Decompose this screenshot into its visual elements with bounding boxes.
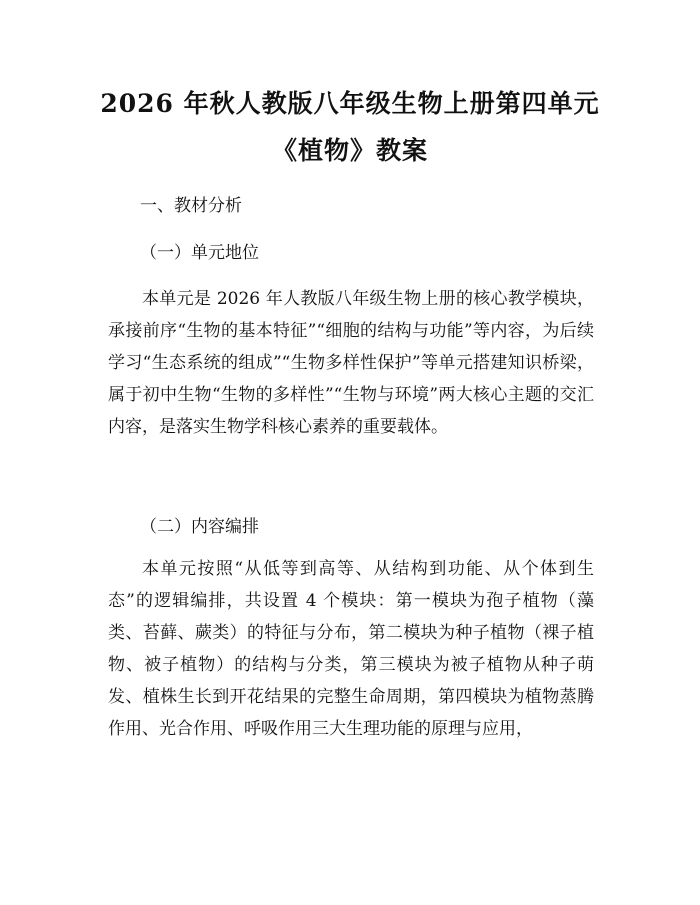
subsection-heading-content-arrangement: （二）内容编排 [140,517,259,537]
document-title-line-2: 《植物》教案 [271,136,428,165]
document-title-line-1: 2026 年秋人教版八年级生物上册第四单元 [100,89,600,118]
paragraph-unit-position: 本单元是 2026 年人教版八年级生物上册的核心教学模块，承接前序“生物的基本特征”“细胞的结构与功能”等内容，为后续学习“生态系统的组成”“生物多样性保护”等单元搭建知识桥梁，属于初中生物“生物的多样性”“生物与环境”两大核心主题的交汇内容，是落实生物学科核心素养的重要载体。 [108,289,594,437]
subsection-heading-unit-position: （一）单元地位 [140,243,259,263]
section-heading-textbook-analysis: 一、教材分析 [140,196,242,216]
paragraph-content-arrangement: 本单元按照“从低等到高等、从结构到功能、从个体到生态”的逻辑编排，共设置 4 个模块：第一模块为孢子植物（藻类、苔藓、蕨类）的特征与分布，第二模块为种子植物（裸子植物、被子植物）的结构与分类，第三模块为被子植物从种子萌发、植株生长到开花结果的完整生命周期，第四模块为植物蒸腾作用、光合作用、呼吸作用三大生理功能的原理与应用， [108,559,594,739]
